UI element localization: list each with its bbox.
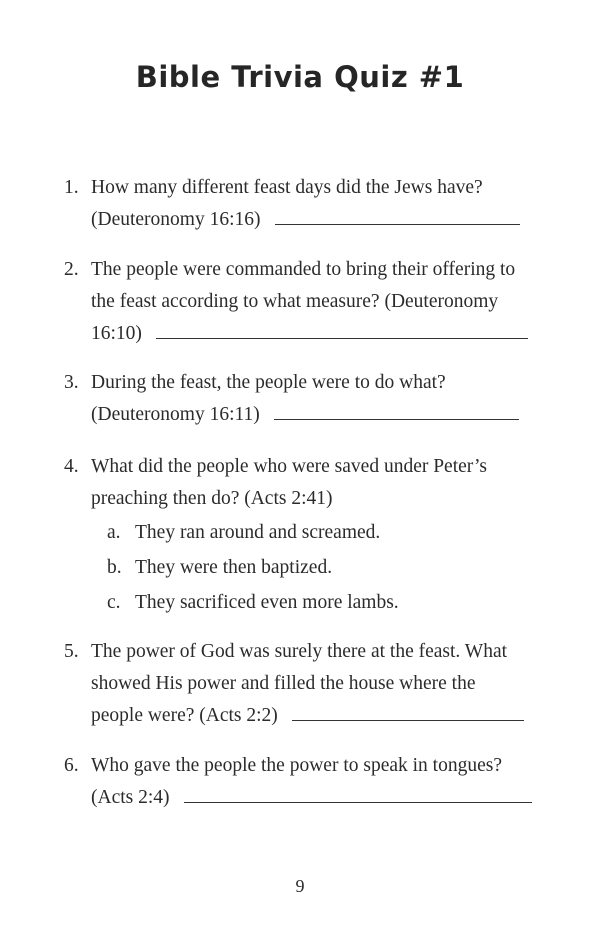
question-text: The people were commanded to bring their offering to bbox=[91, 259, 516, 280]
page-title: Bible Trivia Quiz #1 bbox=[135, 60, 465, 94]
question-number: 3. bbox=[64, 372, 79, 393]
question-5-line-1 bbox=[64, 636, 544, 668]
question-text: preaching then do? (Acts 2:41) bbox=[91, 488, 333, 509]
answer-option-b[interactable] bbox=[64, 550, 544, 585]
question-3-line-1 bbox=[64, 367, 544, 399]
question-6-line-2 bbox=[64, 782, 544, 814]
answer-option-a[interactable] bbox=[64, 515, 544, 550]
question-5-line-3 bbox=[64, 700, 544, 732]
question-reference: people were? (Acts 2:2) bbox=[91, 705, 278, 726]
question-6 bbox=[64, 750, 544, 814]
question-text: During the feast, the people were to do what? bbox=[91, 372, 446, 393]
answer-option-c[interactable] bbox=[64, 585, 544, 620]
answer-blank[interactable] bbox=[184, 784, 532, 803]
option-text: They ran around and screamed. bbox=[135, 522, 381, 543]
question-reference: (Acts 2:4) bbox=[91, 787, 170, 808]
question-5 bbox=[64, 636, 544, 732]
question-2 bbox=[64, 254, 544, 350]
answer-blank[interactable] bbox=[292, 702, 524, 721]
option-text: They sacrificed even more lambs. bbox=[135, 592, 399, 613]
option-letter: b. bbox=[107, 557, 122, 578]
question-1 bbox=[64, 172, 544, 236]
question-3-line-2 bbox=[64, 399, 544, 431]
question-4-line-2 bbox=[64, 483, 544, 515]
question-text: What did the people who were saved under Peter’s bbox=[91, 456, 488, 477]
question-5-line-2 bbox=[64, 668, 544, 700]
question-number: 1. bbox=[64, 177, 79, 198]
question-text: showed His power and filled the house where the bbox=[91, 673, 476, 694]
question-4-line-1 bbox=[64, 451, 544, 483]
question-reference: 16:10) bbox=[91, 323, 142, 344]
question-number: 6. bbox=[64, 755, 79, 776]
question-number: 5. bbox=[64, 641, 79, 662]
question-2-line-3 bbox=[64, 318, 544, 350]
question-1-line-2 bbox=[64, 204, 544, 236]
option-letter: a. bbox=[107, 522, 121, 543]
question-text: Who gave the people the power to speak in tongues? bbox=[91, 755, 502, 776]
question-4 bbox=[64, 451, 544, 620]
question-text: How many different feast days did the Jews have? bbox=[91, 177, 483, 198]
question-2-line-2 bbox=[64, 286, 544, 318]
answer-blank[interactable] bbox=[156, 320, 528, 339]
answer-blank[interactable] bbox=[274, 401, 519, 420]
question-3 bbox=[64, 367, 544, 431]
question-text: the feast according to what measure? (Deuteronomy bbox=[91, 291, 499, 312]
question-number: 2. bbox=[64, 259, 79, 280]
question-reference: (Deuteronomy 16:16) bbox=[91, 209, 261, 230]
question-6-line-1 bbox=[64, 750, 544, 782]
question-2-line-1 bbox=[64, 254, 544, 286]
answer-blank[interactable] bbox=[275, 206, 520, 225]
question-1-line-1 bbox=[64, 172, 544, 204]
page-number: 9 bbox=[295, 876, 305, 896]
question-reference: (Deuteronomy 16:11) bbox=[91, 404, 260, 425]
option-letter: c. bbox=[107, 592, 121, 613]
option-text: They were then baptized. bbox=[135, 557, 333, 578]
question-text: The power of God was surely there at the feast. What bbox=[91, 641, 508, 662]
question-number: 4. bbox=[64, 456, 79, 477]
